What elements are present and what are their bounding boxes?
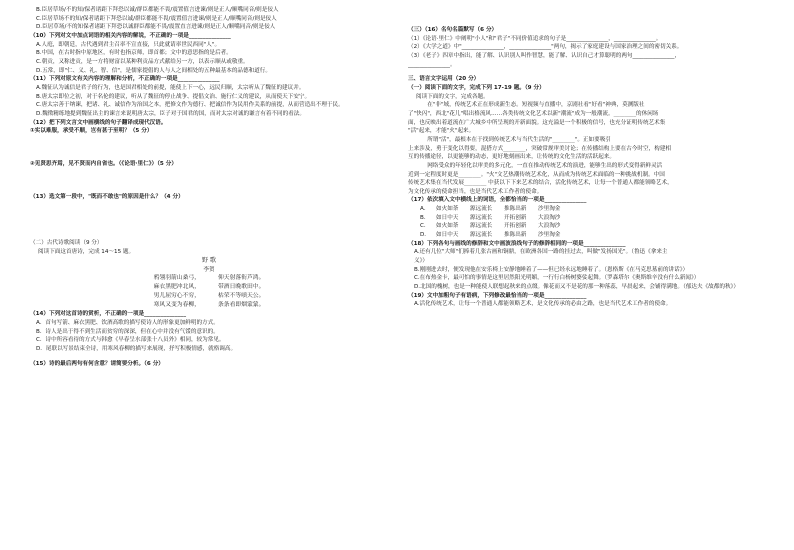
left-line: （11）下列对原文有关内容的理解和分析，不正确的一项是_______________ bbox=[30, 76, 220, 83]
right-line: （1）《论语·里仁》中阐明"小人"和"君子"不同价值追求的句子是_______________，_______________。 bbox=[408, 35, 662, 42]
left-line: （12）把下列文言文中画横线的句子翻译成现代汉语。 bbox=[30, 119, 167, 126]
choice-word: 大浪淘沙 bbox=[538, 214, 561, 221]
right-line: _______________。 bbox=[408, 61, 456, 68]
right-line: （18）下列各句与画线的修辞和文中画波浪线句子的修辞相同的一项是_______________ bbox=[408, 240, 626, 247]
left-line: （14）下列对这首诗的赏析，不正确的一项是_______________ bbox=[30, 311, 187, 318]
poem-verse: 男儿屈穷心不穷， bbox=[153, 293, 200, 300]
left-line bbox=[30, 274, 388, 283]
left-line bbox=[30, 215, 388, 229]
left-line bbox=[30, 150, 388, 160]
right-line: 阅读下面的文字，完成各题。 bbox=[416, 93, 489, 100]
left-line: C．诗中所容看待的方式与韩愈《早春呈水部张十八员外》相同，较为常见。 bbox=[36, 337, 225, 344]
poem-verse: 寒风又变为春柳， bbox=[153, 302, 200, 309]
left-line: A.魏征认为诚信是君子的行为，也是国君相处的前提，能使上下一心，远民归顺，太宗听从了魏征的建议并。 bbox=[36, 84, 305, 91]
left-line: （10）下列对文中加点词语的相关内容的解说，不正确的一项是_______________ bbox=[30, 32, 231, 39]
choice-word: B． bbox=[420, 214, 430, 221]
choice-word: 源远流长 bbox=[470, 214, 493, 221]
left-line bbox=[30, 229, 388, 239]
right-line: C.在布热金卡，最可怕的事情是这里居然阳光明媚，一行行白杨树婆娑起舞。（罗森塔尔《奥斯维辛没有什么新闻》） bbox=[414, 275, 700, 282]
choice-word: 如火如荼 bbox=[436, 206, 459, 213]
right-line: （3）《老子》四章中指出，能了解、认识别人叫作智慧，能了解、认识自己才算聪明的两句_______________， bbox=[408, 52, 681, 59]
choice-word: 源远流长 bbox=[470, 232, 493, 239]
right-line: "活"起来，才能"火"起来。 bbox=[408, 128, 475, 135]
left-line: 阅读下面这首唐诗，完成 14～15 题。 bbox=[38, 248, 135, 255]
left-line bbox=[30, 292, 388, 301]
right-line: 所谓"活"，最根本在于找到传统艺术与当代生活的"________"。正如要吸引 bbox=[416, 136, 611, 143]
poem-verse: 条条看即烟蒙蒙。 bbox=[218, 302, 265, 309]
right-line: 传统艺术集在当代发展________ 中获以下下来艺术的结合，活化传统艺术，让每一个普通人都能领略艺术， bbox=[408, 180, 673, 187]
right-line: 了"快闪"，西北"花儿"唱出格流风……各类传统文化艺术以新"潮流"成为一般潮流。________的休闲场 bbox=[408, 110, 659, 117]
right-line: （17）依次填入文中横线上的词语，全都恰当的一项是_______________ bbox=[408, 197, 587, 204]
left-line bbox=[30, 201, 388, 215]
choice-word: 源远流长 bbox=[470, 206, 493, 213]
left-line: C.唐太宗善于纳谏，把诸、礼、诚信作为治国之本，把修文作为德行、把诚信作为民用作关系的前提，从而营造出不理于民。 bbox=[36, 102, 344, 109]
choice-word: 如火如荼 bbox=[436, 223, 459, 230]
choice-word: D． bbox=[420, 232, 430, 239]
left-line: B.臣居草场/不的知/保者诸距下拜恐以诚/群臣都能不畏/震置值言进谏/则是正人/顺嘴同音/则是佞人 bbox=[36, 7, 279, 13]
choice-word: 开拓创新 bbox=[504, 223, 527, 230]
left-line bbox=[30, 169, 388, 183]
right-line: 近到一定程度时更是________。"火"文艺热潮传统艺术化，从而成为传统艺术面临的一种挑战机制。中国 bbox=[408, 171, 665, 178]
left-line: B.唐太宗即位之初，对于名伦的建议，听从了魏征的停止战争、提倡文治、施行仁义的建议，从而使天下安宁。 bbox=[36, 93, 311, 100]
right-line bbox=[408, 205, 768, 214]
choice-word: 推陈出新 bbox=[504, 206, 527, 213]
left-line bbox=[30, 136, 388, 150]
left-line: （15）诗的最后两句有何含意？请简要分析。（6 分） bbox=[30, 360, 164, 367]
right-line: D.北国的槐树，也是一种能使人联想起秋来的点缀。像花而又不是花的那一种落蕊，早晨起来，会铺得满地。（郁达夫《故都的秋》） bbox=[414, 284, 739, 291]
right-line: （三）（16）名句名篇默写（6 分） bbox=[408, 27, 498, 33]
left-line: C.臣居草场不的知/保者诸距下拜恐以诚/群臣都能不畏/震置值言进谏/则是正人/顺嘴同音/则是佞人 bbox=[36, 15, 277, 22]
left-line: ①实以难服，承受不顺，岂有甚于至明？（5 分） bbox=[30, 128, 153, 135]
right-line: 互的传播途径，以更能够的动态，更好地刻画出来，让传统的文化生活的活跃起来。 bbox=[408, 154, 615, 161]
choice-word: 沙里淘金 bbox=[538, 206, 561, 213]
right-line: A.活化传统艺术，让每一个普通人都能领略艺术，是文化传承的必由之路，也是当代艺术工作者的使命。 bbox=[414, 301, 672, 308]
left-line: 李贺 bbox=[203, 266, 215, 273]
left-line: B．诗人是出于得不到生活而贫穷的深深，但在心中并没有气馁的意识的。 bbox=[36, 328, 219, 335]
left-line: B.中国，在古时指中原地区，有时也指京师，即首都；文中的意思指的是后者。 bbox=[36, 50, 232, 57]
left-line bbox=[30, 283, 388, 292]
right-line: 面，也反映出着道流在广大城乡中所呈现的开新面貌。这充溢是一个积极的信号，也充分证明传统艺术集 bbox=[408, 119, 666, 126]
choice-word: 沙里淘金 bbox=[538, 232, 561, 239]
choice-word: 如日中天 bbox=[436, 232, 459, 239]
poem-verse: 麻衣黑肥冲北风， bbox=[153, 284, 200, 291]
choice-word: A． bbox=[420, 206, 430, 213]
right-line bbox=[408, 214, 768, 223]
choice-word: 推陈出新 bbox=[504, 232, 527, 239]
poem-verse: 鸦翎羽箭山桑弓， bbox=[153, 275, 200, 282]
right-line: （2）《大学之道》中"_______________，_______________"两句，揭示了家庭建设与国家治理之间的密切关系。 bbox=[408, 44, 683, 51]
poem-verse: 仰天射落衔芦鸿。 bbox=[218, 275, 265, 282]
left-line: （13）选文第一段中，"既而不敢也"的原因是什么？（4 分） bbox=[30, 193, 184, 200]
right-line: （19）文中加粗句子有语病，下列修改最恰当的一项是_______________ bbox=[408, 292, 587, 299]
right-line: 义》） bbox=[414, 258, 428, 265]
left-line bbox=[30, 183, 388, 193]
left-line: D.五常，即"仁、义、礼、智、信"，是儒家提倡的人与人之间相处的五种最基本的品德和道行。 bbox=[36, 67, 271, 74]
left-line: C.朝贡，又称进贡，是一方将财富以某种利贡品方式献给另一方，以表示顺从或敬重。 bbox=[36, 58, 249, 65]
left-line: A.人庭，即朝廷，古代遇到君主召率不宣直接，只此就请率世民西同"人"。 bbox=[36, 41, 221, 48]
right-line bbox=[408, 231, 768, 240]
right-line bbox=[408, 6, 768, 20]
choice-word: 如日中天 bbox=[436, 214, 459, 221]
left-line: D.魏徵精练地提到魏征出主的谏言来说明唐太宗，臣子对于国君的国，而对太宗对诚的谦言有着不同的看法。 bbox=[36, 110, 305, 117]
right-line: 在"非"域，传统艺术正在形成新生态。短视频与直播中，京剧社看"好看"神典，莫测版社 bbox=[416, 102, 645, 109]
right-line: 上来涉及，勇于变化以得要，混搭方式________，突破常规审美讨论；在传播结构上要在古今时空，构建相 bbox=[408, 145, 671, 152]
right-line: B.刚刚进去时，便发现他在安乐椅上安静地睡着了——但已经永远地睡着了。（恩格斯《在马克思墓前的讲话》） bbox=[414, 266, 689, 273]
choice-word: 开拓创新 bbox=[504, 214, 527, 221]
right-line: （一）阅读下面的文字，完成下列 17-19 题。（9 分） bbox=[408, 84, 545, 91]
left-line: 野 歌 bbox=[202, 257, 216, 265]
right-line bbox=[408, 222, 768, 231]
left-line: ②见贤思齐焉，见不贤而内自省也。（《论语·里仁》）（5 分） bbox=[30, 160, 177, 167]
left-line: D.臣居草场/不的知保者诸距下拜恐以诚群臣都能不畏/震置直言进谏/则是正人/顺嘴同音/则是佞人 bbox=[36, 24, 276, 31]
left-line: A．首句写箭、麻衣黑肥、饮酒高歌的描写使诗人的形象更加鲜明的方式。 bbox=[36, 320, 219, 327]
poem-verse: 带酒日晚歌田中。 bbox=[218, 284, 265, 291]
right-line: A.还有几位"大师"们捧着几张古画和铜鼎，在欧洲各国一路的挂过去，叫做"发扬国光"。（鲁迅《拿来主 bbox=[414, 249, 668, 256]
right-line: 三、语言文字运用（20 分） bbox=[408, 76, 480, 83]
right-line: 网络受众的年轻化以审美的多元化，一直在推动传统艺术的演进，能够生出的形式变得新鲜灵活 bbox=[416, 162, 663, 169]
right-column bbox=[408, 6, 768, 309]
choice-word: 源远流长 bbox=[470, 223, 493, 230]
poem-verse: 枯荣不等嗔天公。 bbox=[218, 293, 265, 300]
left-line: D．尾联以写景结束全诗，用寒风春柳的描写来展现，抒写积极情感，就格调高。 bbox=[36, 345, 237, 352]
left-line bbox=[30, 301, 388, 310]
left-line: （二）古代诗歌阅读（9 分） bbox=[30, 240, 103, 247]
choice-word: 大浪淘沙 bbox=[538, 223, 561, 230]
choice-word: C． bbox=[420, 223, 430, 230]
left-column bbox=[30, 6, 388, 368]
right-line: 为文化传承的使命担当，也是当代艺术工作者的使命。 bbox=[408, 188, 543, 195]
